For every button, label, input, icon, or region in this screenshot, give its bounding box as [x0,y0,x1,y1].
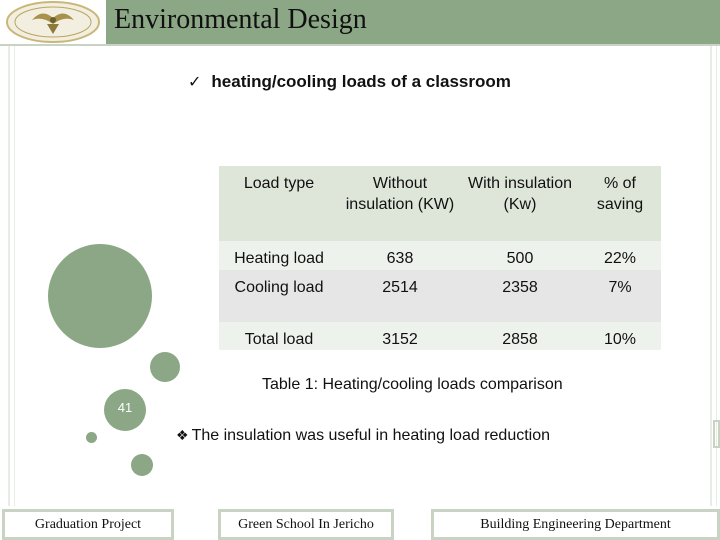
table-header-row [219,166,661,241]
checkmark-icon: ✓ [188,74,202,91]
footer-left: Graduation Project [2,509,174,540]
slide-heading [188,72,511,92]
table-cell: Cooling load [219,270,339,322]
table-row [219,270,661,322]
table-cell: 2514 [339,270,461,322]
header-cell: With insulation (Kw) [461,166,579,241]
left-stripe [14,46,15,506]
footer-right: Building Engineering Department [431,509,720,540]
slide-title: Environmental Design [114,4,367,35]
decorative-circle-small [86,432,97,443]
heading-text: heating/cooling loads of a classroom [211,72,511,91]
page-number: 41 [117,400,133,415]
header-cell: % of saving [579,166,661,241]
bullet-point [176,427,550,445]
header-cell: Without insulation (KW) [339,166,461,241]
right-edge-tab [713,420,720,448]
left-stripe [8,46,10,506]
table-cell: 10% [579,322,661,350]
bullet-text: The insulation was useful in heating load reduction [191,427,551,444]
header-divider [0,44,720,46]
university-logo [2,0,104,44]
loads-table [219,166,661,350]
table-cell: 3152 [339,322,461,350]
table-cell: 500 [461,241,579,270]
table-row [219,241,661,270]
table-caption: Table 1: Heating/cooling loads comparison [262,376,563,393]
decorative-circle [131,454,153,476]
diamond-bullet-icon: ❖ [176,427,189,443]
table-cell: Total load [219,322,339,350]
decorative-circle [150,352,180,382]
table-cell: 22% [579,241,661,270]
decorative-circle-large [48,244,152,348]
table-cell: 2858 [461,322,579,350]
table-cell: Heating load [219,241,339,270]
right-stripe [710,46,712,506]
table-row [219,322,661,350]
table-cell: 7% [579,270,661,322]
table-cell: 2358 [461,270,579,322]
table-cell: 638 [339,241,461,270]
footer-center: Green School In Jericho [218,509,394,540]
header-cell: Load type [219,166,339,241]
